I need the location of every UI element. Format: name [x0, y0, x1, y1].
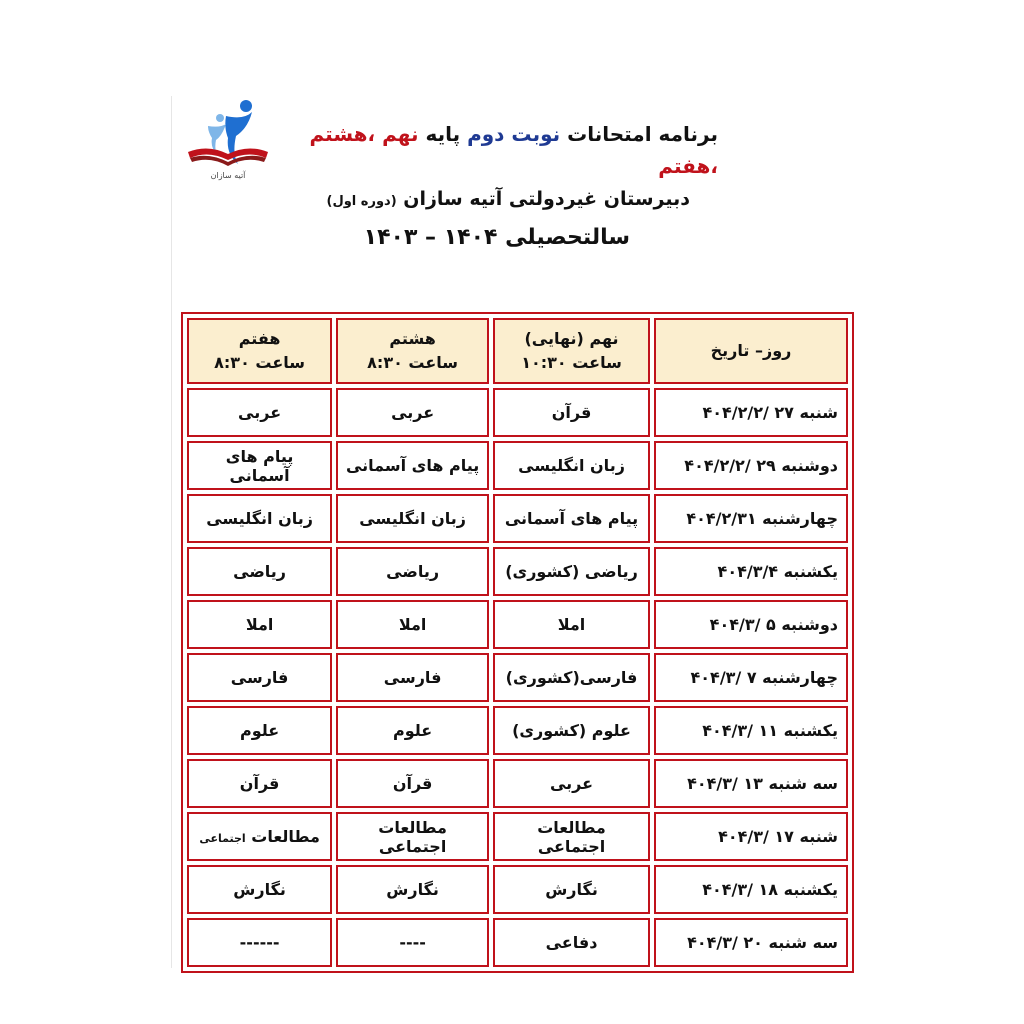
cell-text: مطالعات: [251, 827, 320, 846]
day-cell: چهارشنبه ۷ /۴۰۴/۳: [654, 653, 848, 702]
col-time: ساعت ۸:۳۰: [214, 353, 306, 372]
day-cell: سه شنبه ۲۰ /۴۰۴/۳: [654, 918, 848, 967]
col-label: هفتم: [238, 329, 281, 348]
grade9-cell: مطالعات اجتماعی: [493, 812, 650, 861]
grade8-cell: املا: [336, 600, 489, 649]
title-term: نوبت دوم: [467, 122, 561, 146]
grade7-cell: زبان انگلیسی: [187, 494, 332, 543]
title-grade-word: پایه: [418, 122, 468, 146]
header: [300, 118, 718, 257]
school-note: (دوره اول): [326, 194, 397, 209]
day-cell: دوشنبه ۵ /۴۰۴/۳: [654, 600, 848, 649]
grade7-cell: ------: [187, 918, 332, 967]
grade9-cell: علوم (کشوری): [493, 706, 650, 755]
col-header-grade7: [187, 318, 332, 384]
grade8-cell: پیام های آسمانی: [336, 441, 489, 490]
col-time: ساعت ۸:۳۰: [367, 353, 459, 372]
grade9-cell: فارسی(کشوری): [493, 653, 650, 702]
exam-schedule-table: [181, 312, 854, 973]
day-cell: شنبه ۱۷ /۴۰۴/۳: [654, 812, 848, 861]
grade8-cell: ریاضی: [336, 547, 489, 596]
day-cell: چهارشنبه ۴۰۴/۲/۳۱: [654, 494, 848, 543]
grade8-cell: علوم: [336, 706, 489, 755]
grade9-cell: نگارش: [493, 865, 650, 914]
col-header-grade8: [336, 318, 489, 384]
table-row: [187, 547, 848, 596]
page-title: [300, 118, 718, 182]
col-header-grade9: [493, 318, 650, 384]
table-row: [187, 865, 848, 914]
table-row: [187, 600, 848, 649]
table-row: [187, 388, 848, 437]
table-row: [187, 812, 848, 861]
grade8-cell: مطالعات اجتماعی: [336, 812, 489, 861]
col-header-day: [654, 318, 848, 384]
grade8-cell: ----: [336, 918, 489, 967]
grade8-cell: زبان انگلیسی: [336, 494, 489, 543]
day-cell: یکشنبه ۴۰۴/۳/۴: [654, 547, 848, 596]
day-cell: سه شنبه ۱۳ /۴۰۴/۳: [654, 759, 848, 808]
grade9-cell: دفاعی: [493, 918, 650, 967]
school-name-text: دبیرستان غیردولتی آتیه سازان: [396, 188, 690, 210]
table-row: [187, 441, 848, 490]
title-grades: نهم ،هشتم ،هفتم: [309, 122, 718, 178]
table-row: [187, 759, 848, 808]
title-text: برنامه امتحانات: [560, 122, 718, 146]
table-row: [187, 918, 848, 967]
grade7-cell: [187, 812, 332, 861]
grade7-cell: نگارش: [187, 865, 332, 914]
school-year: سالتحصیلی ۱۴۰۴ – ۱۴۰۳: [363, 225, 630, 250]
day-cell: شنبه ۲۷ /۴۰۴/۲/۲: [654, 388, 848, 437]
grade9-cell: عربی: [493, 759, 650, 808]
table-row: [187, 653, 848, 702]
table-header-row: [187, 318, 848, 384]
grade9-cell: قرآن: [493, 388, 650, 437]
logo-text: آتیه سازان: [210, 171, 246, 180]
grade7-cell: پیام های آسمانی: [187, 441, 332, 490]
grade7-cell: فارسی: [187, 653, 332, 702]
school-name: [300, 182, 718, 219]
grade9-cell: پیام های آسمانی: [493, 494, 650, 543]
grade9-cell: زبان انگلیسی: [493, 441, 650, 490]
grade9-cell: املا: [493, 600, 650, 649]
day-cell: دوشنبه ۲۹ /۴۰۴/۲/۲: [654, 441, 848, 490]
school-logo-icon: [186, 94, 270, 184]
col-label: نهم (نهایی): [524, 329, 619, 348]
table-row: [187, 706, 848, 755]
col-label: هشتم: [389, 329, 436, 348]
grade8-cell: قرآن: [336, 759, 489, 808]
day-cell: یکشنبه ۱۱ /۴۰۴/۳: [654, 706, 848, 755]
grade7-cell: عربی: [187, 388, 332, 437]
grade7-cell: علوم: [187, 706, 332, 755]
grade7-cell: ریاضی: [187, 547, 332, 596]
grade9-cell: ریاضی (کشوری): [493, 547, 650, 596]
grade8-cell: عربی: [336, 388, 489, 437]
grade7-cell: املا: [187, 600, 332, 649]
day-cell: یکشنبه ۱۸ /۴۰۴/۳: [654, 865, 848, 914]
col-time: ساعت ۱۰:۳۰: [521, 353, 622, 372]
grade8-cell: نگارش: [336, 865, 489, 914]
table-row: [187, 494, 848, 543]
col-label: روز– تاریخ: [710, 341, 792, 360]
grade8-cell: فارسی: [336, 653, 489, 702]
grade7-cell: قرآن: [187, 759, 332, 808]
cell-text-small: اجتماعی: [199, 832, 246, 845]
